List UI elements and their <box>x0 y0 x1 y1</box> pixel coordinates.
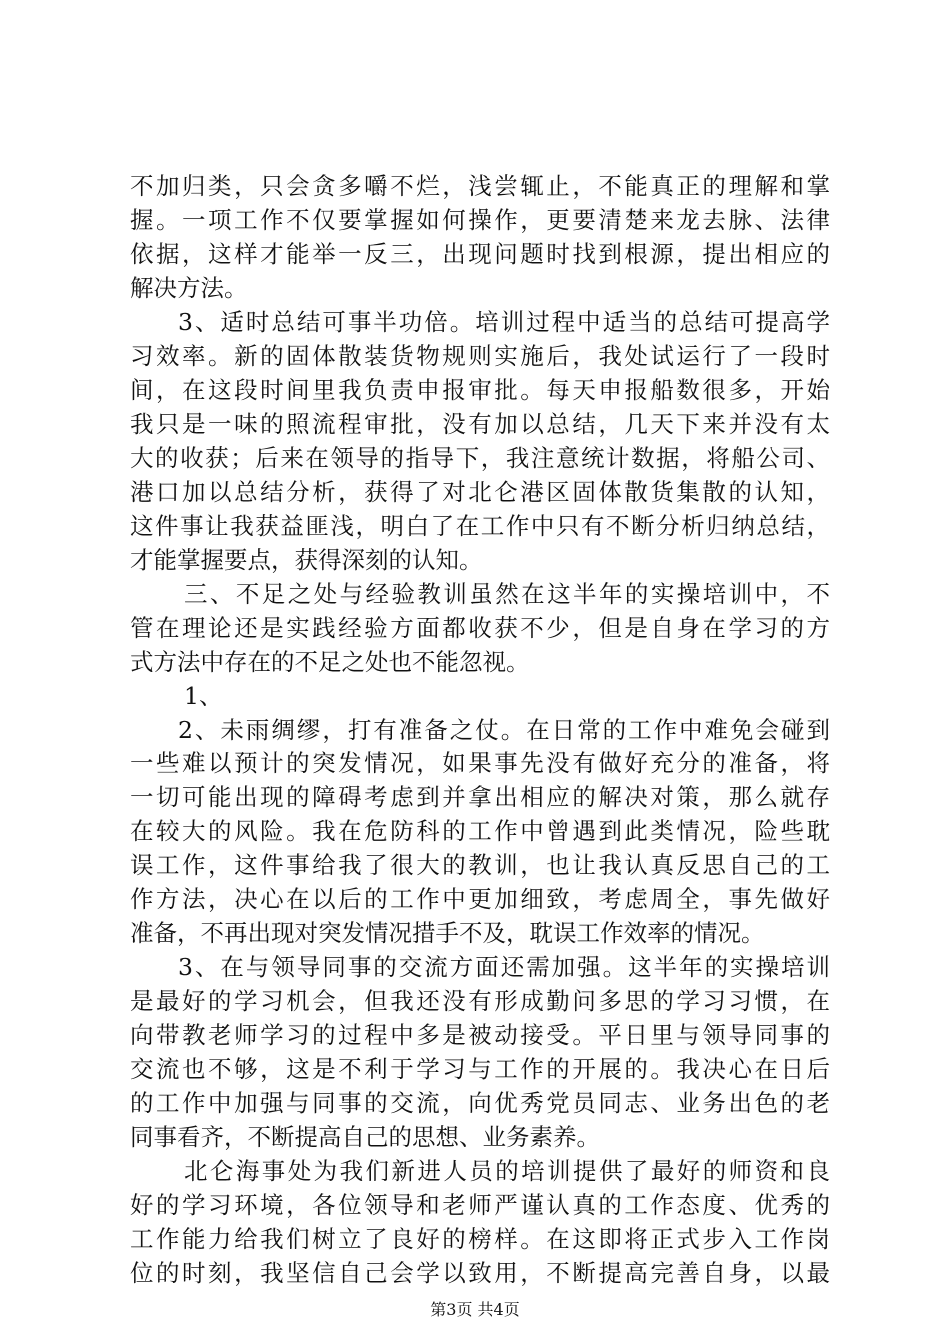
text-line: 同事看齐，不断提高自己的思想、业务素养。 <box>130 1123 600 1151</box>
paragraph-first-line: 1、 <box>184 682 223 710</box>
text-line: 误工作，这件事给我了很大的教训，也让我认真反思自己的工 <box>130 851 830 879</box>
text-line: 港口加以总结分析，获得了对北仑港区固体散货集散的认知， <box>130 478 830 506</box>
text-line: 一切可能出现的障碍考虑到并拿出相应的解决对策，那么就存 <box>130 783 830 811</box>
text-line: 位的时刻，我坚信自己会学以致用，不断提高完善自身，以最 <box>130 1259 830 1287</box>
paragraph-first-line: 3、在与领导同事的交流方面还需加强。这半年的实操培训 <box>178 953 830 981</box>
paragraph-first-line: 北仑海事处为我们新进人员的培训提供了最好的师资和良 <box>184 1157 830 1185</box>
text-line: 管在理论还是实践经验方面都收获不少，但是自身在学习的方 <box>130 614 830 642</box>
paragraph-first-line: 2、未雨绸缪，打有准备之仗。在日常的工作中难免会碰到 <box>178 716 830 744</box>
text-line: 的工作中加强与同事的交流，向优秀党员同志、业务出色的老 <box>130 1089 830 1117</box>
text-line: 好的学习环境，各位领导和老师严谨认真的工作态度、优秀的 <box>130 1191 830 1219</box>
text-line: 我只是一味的照流程审批，没有加以总结，几天下来并没有太 <box>130 410 830 438</box>
text-line: 交流也不够，这是不利于学习与工作的开展的。我决心在日后 <box>130 1055 830 1083</box>
page-footer: 第3页 共4页 <box>430 1300 520 1319</box>
text-line: 依据，这样才能举一反三，出现问题时找到根源，提出相应的 <box>130 240 830 268</box>
text-line: 在较大的风险。我在危防科的工作中曾遇到此类情况，险些耽 <box>130 817 830 845</box>
text-line: 工作能力给我们树立了良好的榜样。在这即将正式步入工作岗 <box>130 1225 830 1253</box>
text-line: 握。一项工作不仅要掌握如何操作，更要清楚来龙去脉、法律 <box>130 206 830 234</box>
text-line: 这件事让我获益匪浅，明白了在工作中只有不断分析归纳总结， <box>130 512 830 540</box>
text-line: 是最好的学习机会，但我还没有形成勤问多思的学习习惯，在 <box>130 987 830 1015</box>
text-line: 不加归类，只会贪多嚼不烂，浅尝辄止，不能真正的理解和掌 <box>130 172 830 200</box>
text-line: 一些难以预计的突发情况，如果事先没有做好充分的准备，将 <box>130 749 830 777</box>
text-line: 习效率。新的固体散装货物规则实施后，我处试运行了一段时 <box>130 342 830 370</box>
paragraph-first-line: 3、适时总结可事半功倍。培训过程中适当的总结可提高学 <box>178 308 830 336</box>
text-line: 解决方法。 <box>130 274 248 302</box>
text-line: 向带教老师学习的过程中多是被动接受。平日里与领导同事的 <box>130 1021 830 1049</box>
text-line: 间，在这段时间里我负责申报审批。每天申报船数很多，开始 <box>130 376 830 404</box>
text-line: 大的收获；后来在领导的指导下，我注意统计数据，将船公司、 <box>130 444 830 472</box>
text-line: 准备，不再出现对突发情况措手不及，耽误工作效率的情况。 <box>130 919 765 947</box>
paragraph-first-line: 三、不足之处与经验教训虽然在这半年的实操培训中，不 <box>184 580 830 608</box>
text-line: 才能掌握要点，获得深刻的认知。 <box>130 546 483 574</box>
text-line: 式方法中存在的不足之处也不能忽视。 <box>130 648 530 676</box>
text-line: 作方法，决心在以后的工作中更加细致，考虑周全，事先做好 <box>130 885 830 913</box>
